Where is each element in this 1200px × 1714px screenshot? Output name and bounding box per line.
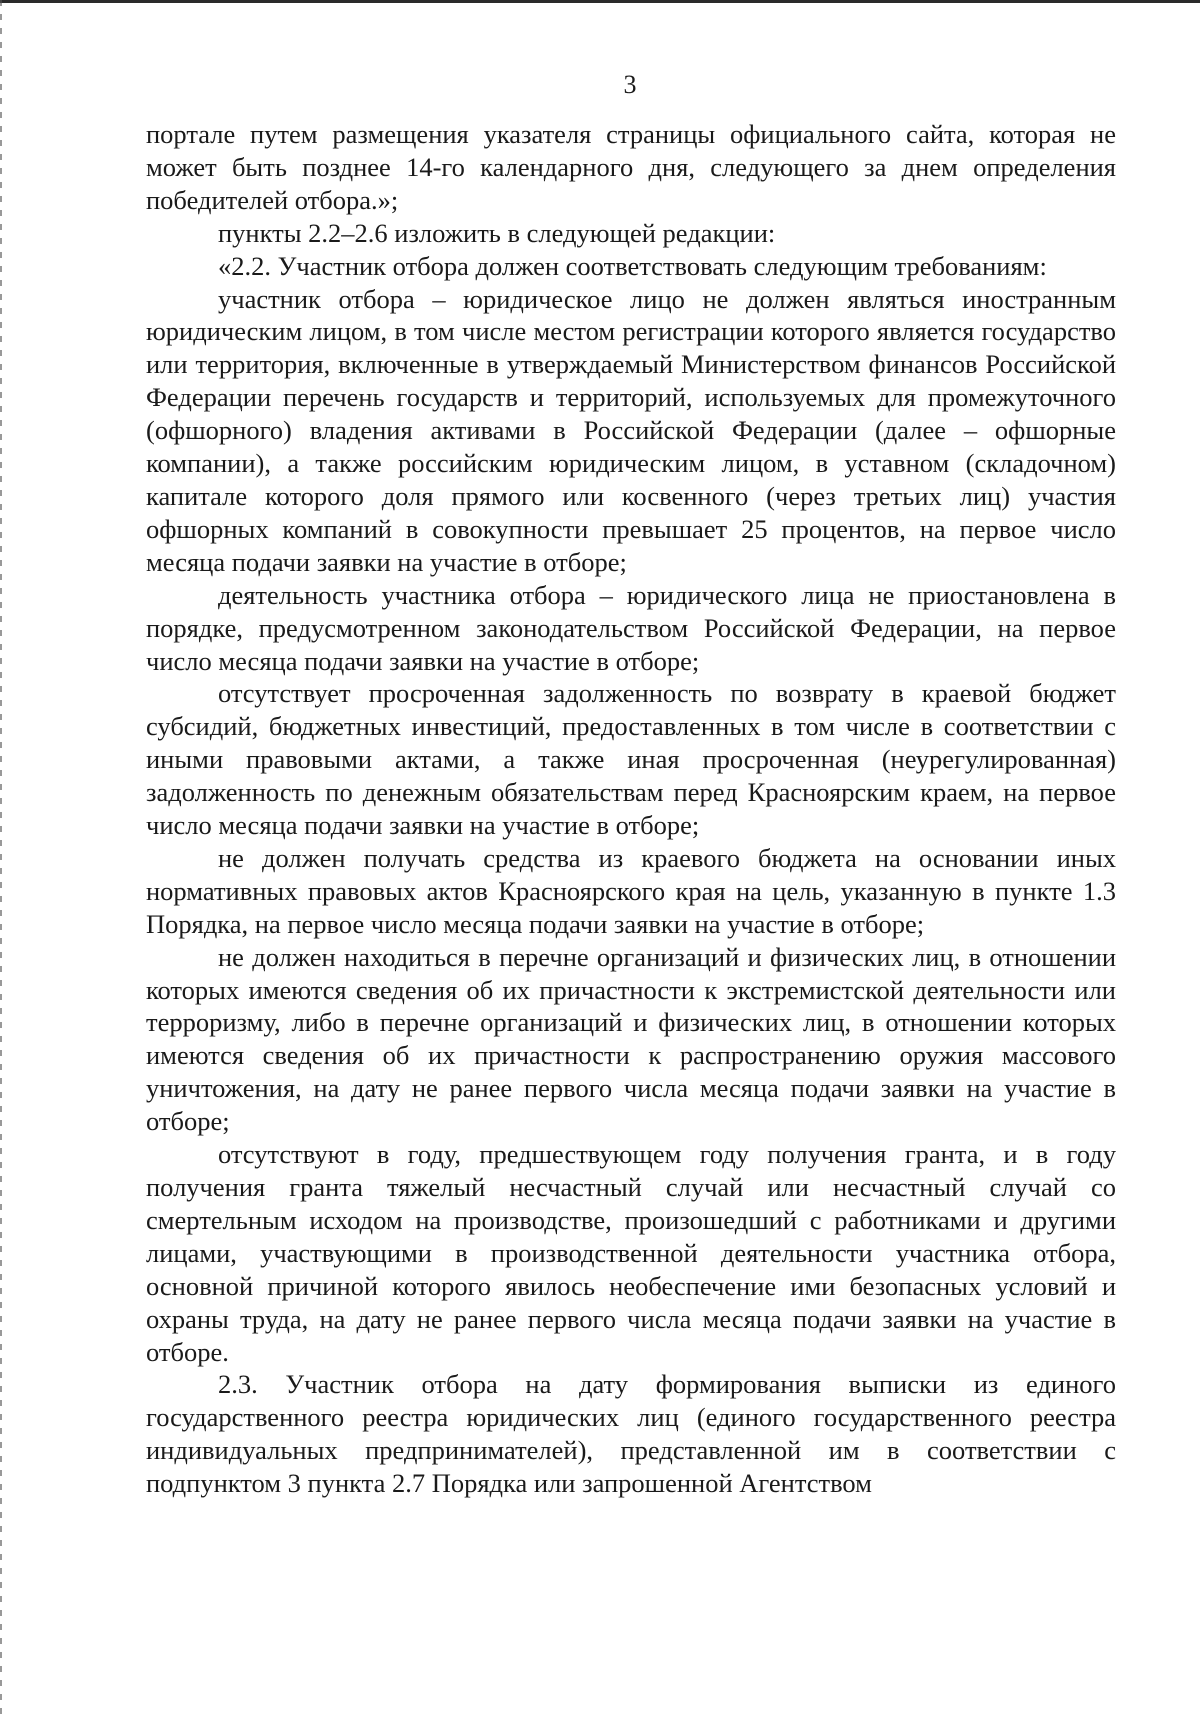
paragraph: не должен получать средства из краевого бюджета на основании иных нормативных правовых актов Красноярского края на цель, указанную в пункте 1.3 Порядка, на первое число месяца подачи заявки на участие в отборе; — [146, 842, 1116, 939]
paragraph: не должен находиться в перечне организаций и физических лиц, в отношении которых имеются сведения об их причастности к экстремистской деятельности или терроризму, либо в перечне организаций и физических лиц, в отношении которых имеются сведения об их причастности к распространению оружия массового уничтожения, на дату не ранее первого числа месяца подачи заявки на участие в отборе; — [146, 941, 1116, 1137]
document-body — [146, 118, 1116, 1500]
paragraph: «2.2. Участник отбора должен соответствовать следующим требованиям: — [218, 250, 1047, 281]
scan-edge-top — [0, 0, 1200, 3]
paragraph: 2.3. Участник отбора на дату формирования выписки из единого государственного реестра юридических лиц (единого государственного реестра индивидуальных предпринимателей), представленной им в соответствии с подпунктом 3 пункта 2.7 Порядка или запрошенной Агентством — [146, 1369, 1116, 1499]
paragraph: пункты 2.2–2.6 изложить в следующей редакции: — [218, 217, 776, 248]
paragraph: отсутствуют в году, предшествующем году получения гранта, и в году получения гранта тяжелый несчастный случай или несчастный случай со смертельным исходом на производстве, произошедший с работниками и другими лицами, участвующими в производственной деятельности участника отбора, основной причиной которого явилось необеспечение ими безопасных условий и охраны труда, на дату не ранее первого числа месяца подачи заявки на участие в отборе. — [146, 1139, 1116, 1367]
paragraph: участник отбора – юридическое лицо не должен являться иностранным юридическим лицом, в том числе местом регистрации которого является государство или территория, включенные в утверждаемый Министерством финансов Российской Федерации перечень государств и территорий, используемых для промежуточного (офшорного) владения активами в Российской Федерации (далее – офшорные компании), а также российским юридическим лицом, в уставном (складочном) капитале которого доля прямого или косвенного (через третьих лиц) участия офшорных компаний в совокупности превышает 25 процентов, на первое число месяца подачи заявки на участие в отборе; — [146, 283, 1116, 577]
paragraph: деятельность участника отбора – юридического лица не приостановлена в порядке, предусмотренном законодательством Российской Федерации, на первое число месяца подачи заявки на участие в отборе; — [146, 579, 1116, 676]
scan-edge-left — [0, 0, 2, 1714]
paragraph: портале путем размещения указателя страницы официального сайта, которая не может быть позднее 14-го календарного дня, следующего за днем определения победителей отбора.»; — [146, 119, 1116, 215]
page-number: 3 — [623, 70, 637, 99]
paragraph: отсутствует просроченная задолженность по возврату в краевой бюджет субсидий, бюджетных инвестиций, предоставленных в том числе в соответствии с иными правовыми актами, а также иная просроченная (неурегулированная) задолженность по денежным обязательствам перед Красноярским краем, на первое число месяца подачи заявки на участие в отборе; — [146, 678, 1116, 841]
